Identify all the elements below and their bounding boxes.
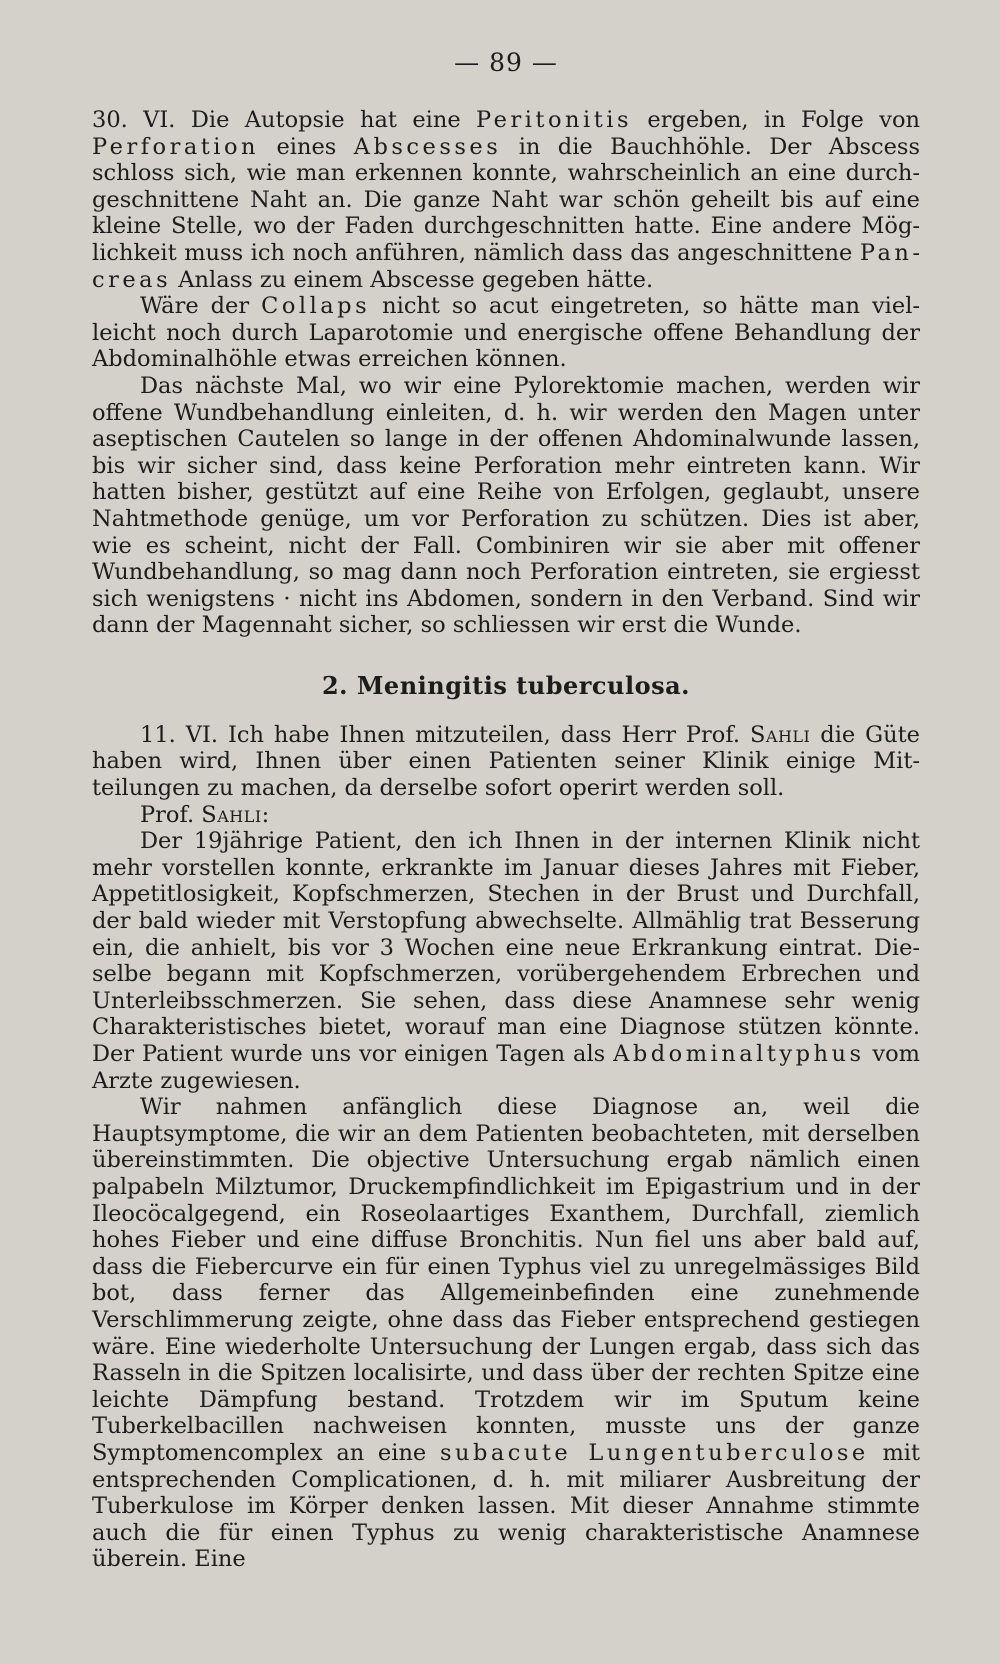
paragraph-speaker [92, 802, 920, 829]
page-number: — 89 — [454, 48, 558, 77]
author-name: Sahli [749, 721, 811, 748]
spaced-term-abscesses: Abscesses [353, 133, 502, 160]
text-run: die Güte haben wird, Ihnen über einen Patienten seiner Klinik einige Mitteilungen zu machen, da derselbe sofort operirt werden soll. [92, 721, 920, 802]
spaced-term-lungentuberculose: subacute Lungentuberculose [439, 1439, 869, 1466]
text-run: eines [259, 133, 354, 160]
spaced-term-pancreas: Pancreas [92, 239, 920, 293]
text-run: Prof. [140, 801, 202, 828]
paragraph-autopsy [92, 107, 920, 293]
text-run: 30. VI. Die Autopsie hat eine [92, 107, 477, 133]
author-name: Sahli [201, 801, 262, 828]
text-run: mit entsprechenden Complicationen, d. h. mit miliarer Ausbreitung der Tuberkulose im Körper denken lassen. Mit dieser Annahme stimmte auch die für einen Typhus zu wenig charakteristische Anamnese überein. Eine [92, 1439, 921, 1573]
spaced-term-abdominaltyphus: Abdominaltyphus [613, 1041, 865, 1067]
paragraph-intro-sahli [92, 722, 920, 802]
text-run: Anlass zu einem Abscesse gegeben hätte. [171, 266, 654, 293]
paragraph-diagnosis [92, 1094, 920, 1573]
text-run: 11. VI. Ich habe Ihnen mitzuteilen, dass Herr Prof. [140, 721, 750, 748]
section-heading: 2. Meningitis tuberculosa. [321, 670, 691, 700]
text-run: nicht so acut eingetreten, so hätte man vielleicht noch durch Laparotomie und energische offene Behandlung der Abdominalhöhle etwas erreichen können. [92, 293, 920, 373]
text-run: in die Bauchhöhle. Der Abscess schloss sich, wie man erkennen konnte, wahrscheinlich an eine durchgeschnittene Naht an. Die ganze Naht war schön geheilt bis auf eine kleine Stelle, wo der Faden durchgeschnitten hatte. Eine andere Möglichkeit muss ich noch anführen, nämlich dass das angeschnittene [92, 133, 920, 266]
spaced-term-peritonitis: Peritonitis [476, 107, 632, 133]
spaced-term-collaps: Collaps [261, 293, 371, 320]
text-run: ergeben, in Folge von [632, 107, 920, 133]
text-run: : [261, 801, 270, 828]
paragraph-patient-history [92, 828, 920, 1094]
text-run: Der 19jährige Patient, den ich Ihnen in der internen Klinik nicht mehr vorstellen konnte, erkrankte im Januar dieses Jahres mit Fieber, Appetitlosigkeit, Kopfschmerzen, Stechen in der Brust und Durchfall, der bald wieder mit Verstopfung abwechselte. Allmählig trat Besserung ein, die anhielt, bis vor 3 Wochen eine neue Erkrankung eintrat. Dieselbe begann mit Kopfschmerzen, vorübergehendem Erbrechen und Unterleibsschmerzen. Sie sehen, dass diese Anamnese sehr wenig Charakteristisches bietet, worauf man eine Diagnose stützen könnte. Der Patient wurde uns vor einigen Tagen als [92, 828, 920, 1067]
paragraph-pylorektomie: Das nächste Mal, wo wir eine Pylorektomie machen, werden wir offene Wundbehandlung einleiten, d. h. wir werden den Magen unter aseptischen Cautelen so lange in der offenen Ahdominalwunde lassen, bis wir sicher sind, dass keine Perforation mehr eintreten kann. Wir hatten bisher, gestützt auf eine Reihe von Erfolgen, geglaubt, unsere Nahtmethode genüge, um vor Perforation zu schützen. Dies ist aber, wie es scheint, nicht der Fall. Combiniren wir sie aber mit offener Wundbehandlung, so mag dann noch Perforation eintreten, sie ergiesst sich wenigstens · nicht ins Abdomen, sondern in den Verband. Sind wir dann der Magennaht sicher, so schliessen wir erst die Wunde. [92, 372, 920, 639]
section-1-text [92, 107, 920, 639]
spaced-term-perforation: Perforation [92, 133, 260, 160]
paragraph-collaps [92, 293, 920, 373]
text-run: Wäre der [140, 293, 262, 320]
text-run: Wir nahmen anfänglich diese Diagnose an, weil die Hauptsymptome, die wir an dem Patienten beobachteten, mit derselben übereinstimmten. Die objective Untersuchung ergab nämlich einen palpabeln Milztumor, Druckempfindlichkeit im Epigastrium und in der Ileocöcalgegend, ein Roseolaartiges Exanthem, Durchfall, ziemlich hohes Fieber und eine diffuse Bronchitis. Nun fiel uns aber bald auf, dass die Fiebercurve ein für einen Typhus viel zu unregelmässiges Bild bot, dass ferner das Allgemeinbefinden eine zunehmende Verschlimmerung zeigte, ohne dass das Fieber entsprechend gestiegen wäre. Eine wiederholte Untersuchung der Lungen ergab, dass sich das Rasseln in die Spitzen localisirte, und dass über der rechten Spitze eine leichte Dämpfung bestand. Trotzdem wir im Sputum keine Tuberkelbacillen nachweisen konnten, musste uns der ganze Symptomencomplex an eine [92, 1094, 920, 1466]
text-run: vom Arzte zugewiesen. [92, 1041, 921, 1094]
section-2-text [92, 722, 920, 1573]
